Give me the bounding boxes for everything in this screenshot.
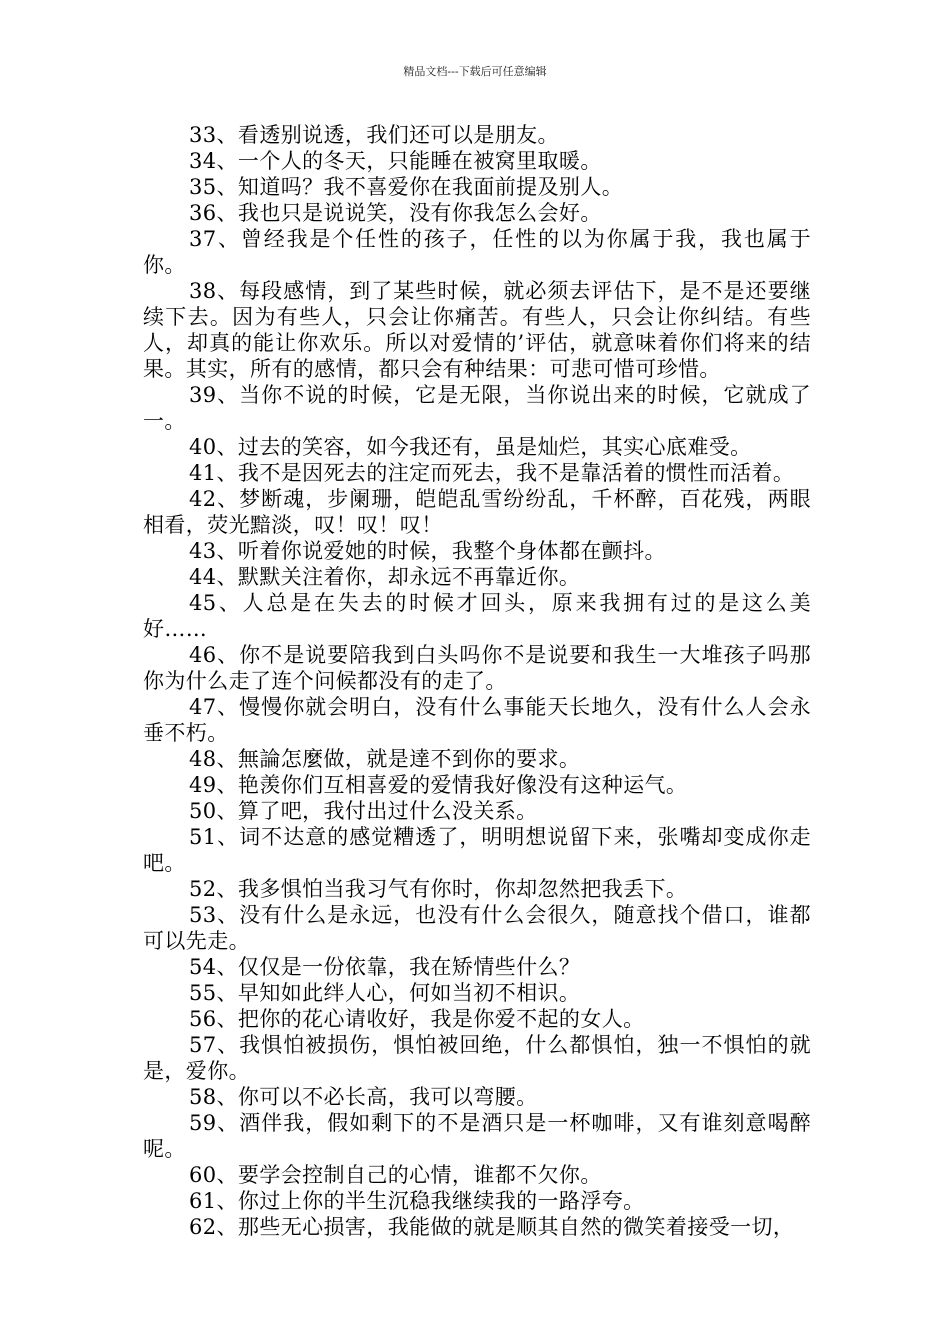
entry-46: 46、你不是说要陪我到白头吗你不是说要和我生一大堆孩子吗那你为什么走了连个问候都没有的走了。 [143,643,811,693]
entry-56: 56、把你的花心请收好，我是你爱不起的女人。 [189,1007,645,1031]
entry-50: 50、算了吧，我付出过什么没关系。 [189,799,538,823]
document-body [143,122,811,1240]
entry-57: 57、我惧怕被损伤，惧怕被回绝，什么都惧怕，独一不惧怕的就是，爱你。 [143,1033,811,1083]
entry-33: 33、看透别说透，我们还可以是朋友。 [189,123,559,147]
entry-41: 41、我不是因死去的注定而死去，我不是靠活着的惯性而活着。 [189,461,795,485]
entry-43: 43、听着你说爱她的时候，我整个身体都在颤抖。 [189,539,666,563]
entry-59: 59、酒伴我，假如剩下的不是酒只是一杯咖啡，又有谁刻意喝醉呢。 [143,1111,811,1161]
entry-38: 38、每段感情，到了某些时候，就必须去评估下，是不是还要继续下去。因为有些人，只会让你痛苦。有些人，只会让你纠结。有些人，却真的能让你欢乐。所以对爱情的’评估，就意味着你们将来的结果。其实，所有的感情，都只会有种结果：可悲可惜可珍惜。 [143,279,811,381]
entry-37: 37、曾经我是个任性的孩子，任性的以为你属于我，我也属于你。 [143,227,811,277]
entry-34: 34、一个人的冬天，只能睡在被窝里取暖。 [189,149,602,173]
entry-54: 54、仅仅是一份依靠，我在矫情些什么？ [189,955,581,979]
entry-60: 60、要学会控制自己的心情，谁都不欠你。 [189,1163,602,1187]
entry-53: 53、没有什么是永远，也没有什么会很久，随意找个借口，谁都可以先走。 [143,903,811,953]
entry-62: 62、那些无心损害，我能做的就是顺其自然的微笑着接受一切， [189,1215,795,1239]
entry-51: 51、词不达意的感觉糟透了，明明想说留下来，张嘴却变成你走吧。 [143,825,811,875]
entry-40: 40、过去的笑容，如今我还有，虽是灿烂，其实心底难受。 [189,435,752,459]
entry-52: 52、我多惧怕当我习气有你时，你却忽然把我丢下。 [189,877,688,901]
entry-42: 42、梦断魂，步阑珊，皑皑乱雪纷纷乱，千杯醉，百花残，两眼相看，荧光黯淡，叹！叹！叹！ [143,487,811,537]
entry-48: 48、無論怎麼做，就是達不到你的要求。 [189,747,581,771]
entry-35: 35、知道吗？我不喜爱你在我面前提及别人。 [189,175,624,199]
entry-36: 36、我也只是说说笑，没有你我怎么会好。 [189,201,602,225]
entry-61: 61、你过上你的半生沉稳我继续我的一路浮夸。 [189,1189,645,1213]
entry-49: 49、艳羡你们互相喜爱的爱情我好像没有这种运气。 [189,773,688,797]
entry-55: 55、早知如此绊人心，何如当初不相识。 [189,981,581,1005]
entry-58: 58、你可以不必长高，我可以弯腰。 [189,1085,538,1109]
page-header: 精品文档---下载后可任意编辑 [403,65,547,78]
entry-45: 45、人总是在失去的时候才回头，原来我拥有过的是这么美好…… [143,591,811,641]
entry-44: 44、默默关注着你，却永远不再靠近你。 [189,565,581,589]
entry-39: 39、当你不说的时候，它是无限，当你说出来的时候，它就成了一。 [143,383,811,433]
entry-47: 47、慢慢你就会明白，没有什么事能天长地久，没有什么人会永垂不朽。 [143,695,811,745]
